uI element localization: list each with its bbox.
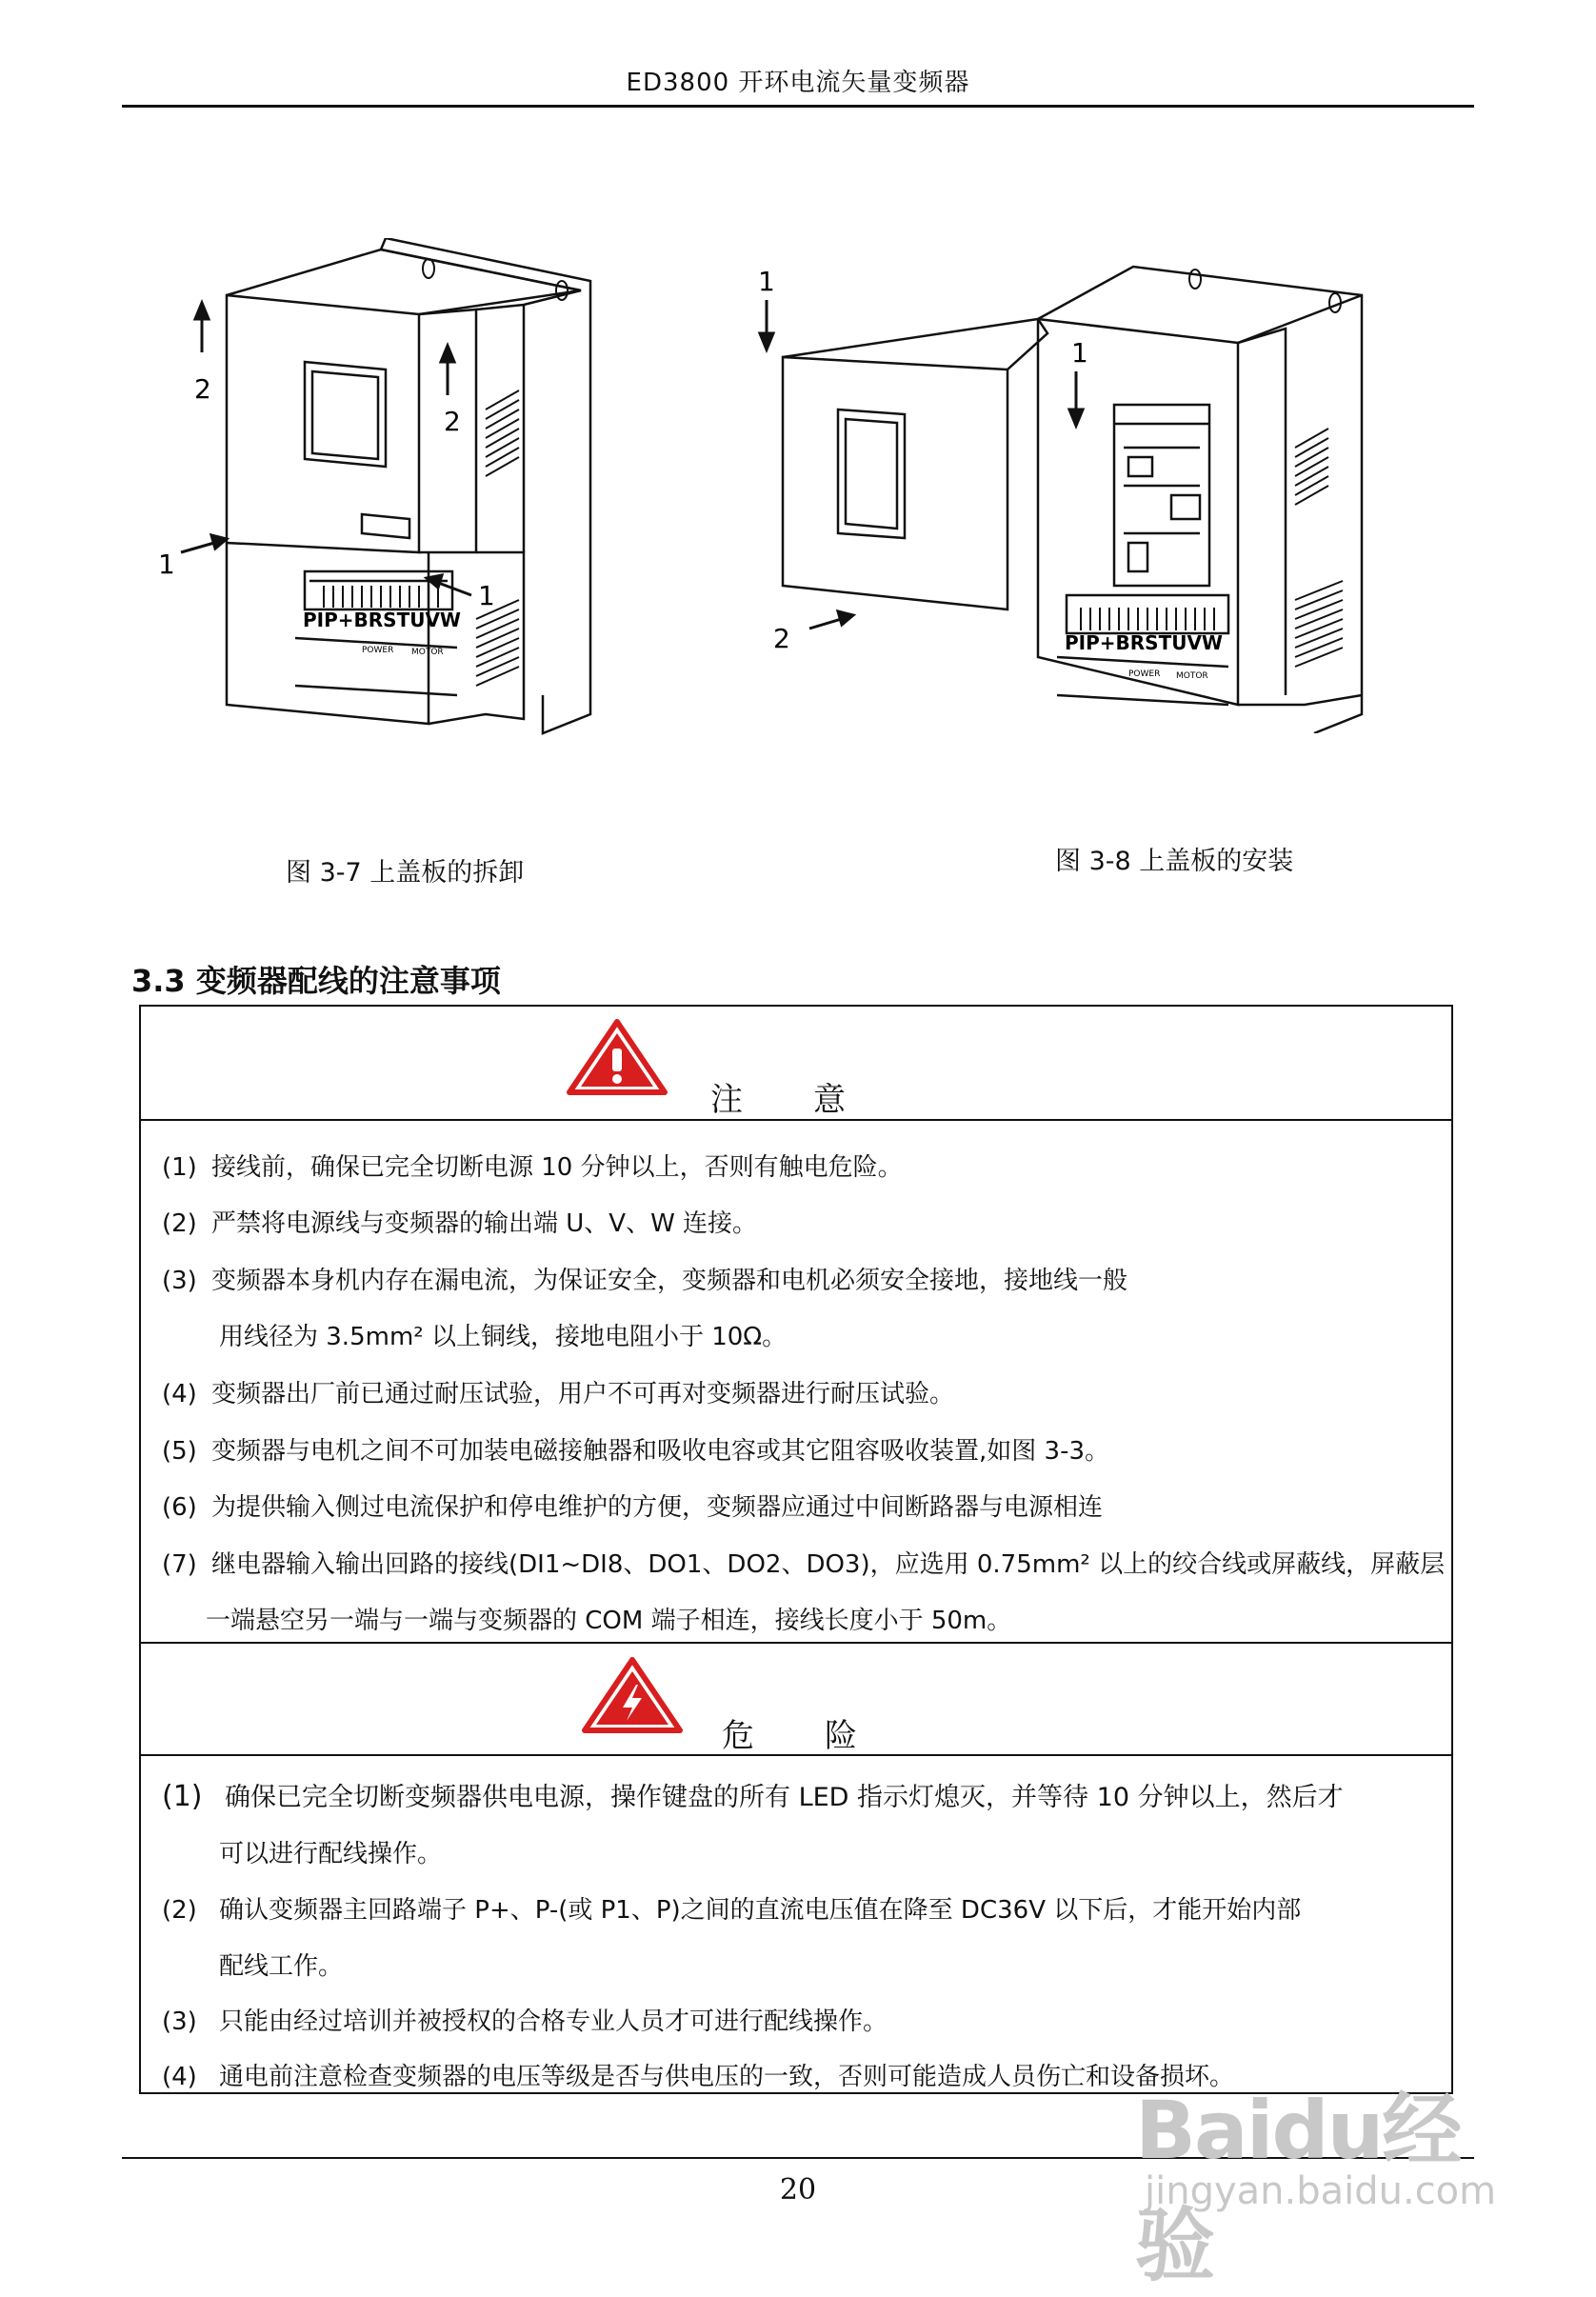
danger-item: [162, 2057, 1234, 2092]
exclamation-triangle-icon: [566, 1018, 668, 1098]
item-number: (2): [162, 1896, 197, 1925]
caution-item-continuation: 用线径为 3.5mm² 以上铜线，接地电阻小于 10Ω。: [219, 1323, 788, 1351]
item-text: 变频器本身机内存在漏电流，为保证安全，变频器和电机必须安全接地，接地线一般: [211, 1267, 1128, 1295]
danger-item: [162, 1776, 1344, 1813]
motor-sub-label: MOTOR: [411, 648, 444, 657]
figure-caption-right: 图 3-8 上盖板的安装: [1055, 847, 1294, 876]
step-label-1b: 1: [1071, 337, 1088, 369]
step-label-1a: 1: [758, 266, 775, 297]
watermark-brand: Baidu经验: [1135, 2084, 1461, 2292]
caution-item: [162, 1488, 1103, 1523]
item-number: (6): [162, 1493, 197, 1522]
danger-header-rule: [141, 1754, 1451, 1756]
item-text: 变频器出厂前已通过耐压试验，用户不可再对变频器进行耐压试验。: [211, 1380, 955, 1408]
item-text: 变频器与电机之间不可加装电磁接触器和吸收电容或其它阻容吸收装置,如图 3-3。: [211, 1437, 1109, 1466]
step-label-1b: 1: [478, 580, 495, 611]
caution-title: 注 意: [710, 1081, 848, 1119]
figure-caption-left: 图 3-7 上盖板的拆卸: [286, 858, 525, 888]
item-text: 只能由经过培训并被授权的合格专业人员才可进行配线操作。: [219, 2007, 888, 2036]
figure-cover-installation: [752, 257, 1400, 733]
caution-item: [162, 1431, 1109, 1467]
caution-item: [162, 1261, 1127, 1296]
item-text: 严禁将电源线与变频器的输出端 U、V、W 连接。: [211, 1209, 758, 1238]
item-number: (3): [162, 2007, 197, 2036]
item-text: 继电器输入输出回路的接线(DI1~DI8、DO1、DO2、DO3)，应选用 0.75mm² 以上的绞合线或屏蔽线，屏蔽层: [211, 1550, 1446, 1579]
danger-item-continuation: 可以进行配线操作。: [219, 1840, 443, 1868]
item-text: 为提供输入侧过电流保护和停电维护的方便，变频器应通过中间断路器与电源相连: [211, 1493, 1104, 1522]
item-text: 确认变频器主回路端子 P+、P-(或 P1、P)之间的直流电压值在降至 DC36V 以下后，才能开始内部: [219, 1896, 1302, 1925]
section-divider: [141, 1642, 1451, 1644]
caution-item: [162, 1204, 757, 1239]
item-number: (5): [162, 1437, 197, 1466]
notice-table: [139, 1005, 1453, 2094]
step-label-1a: 1: [158, 549, 175, 580]
item-number: (1): [162, 1780, 203, 1813]
caution-header-rule: [141, 1119, 1451, 1121]
item-number: (4): [162, 2063, 197, 2091]
lightning-triangle-icon: [581, 1656, 684, 1736]
power-sub-label: POWER: [1128, 669, 1161, 679]
item-number: (2): [162, 1209, 197, 1238]
inverter-drawing-left: [143, 238, 619, 752]
caution-item: [162, 1374, 954, 1409]
danger-item-continuation: 配线工作。: [219, 1952, 344, 1981]
terminal-label-row: PIP+BRSTUVW: [303, 609, 461, 631]
figure-cover-removal: [143, 238, 619, 752]
baidu-jingyan-watermark: [1135, 2067, 1535, 2292]
danger-item: [162, 2002, 888, 2037]
item-number: (3): [162, 1267, 197, 1295]
item-text: 确保已完全切断变频器供电电源，操作键盘的所有 LED 指示灯熄灭，并等待 10 分钟以上，然后才: [225, 1783, 1344, 1812]
caution-item: [162, 1545, 1445, 1580]
danger-item: [162, 1890, 1301, 1926]
step-label-2a: 2: [194, 373, 211, 405]
motor-sub-label: MOTOR: [1176, 671, 1208, 681]
terminal-label-row: PIP+BRSTUVW: [1065, 631, 1223, 654]
item-number: (1): [162, 1153, 197, 1182]
page-header-title: ED3800 开环电流矢量变频器: [626, 69, 970, 97]
power-sub-label: POWER: [362, 646, 394, 655]
item-text: 接线前，确保已完全切断电源 10 分钟以上，否则有触电危险。: [211, 1153, 903, 1182]
caution-item-continuation: 一端悬空另一端与一端与变频器的 COM 端子相连，接线长度小于 50m。: [206, 1607, 1012, 1635]
section-heading: 3.3 变频器配线的注意事项: [131, 963, 501, 999]
header-rule: [122, 105, 1474, 108]
item-number: (4): [162, 1380, 197, 1408]
inverter-drawing-right: [752, 257, 1400, 733]
step-label-2: 2: [773, 623, 790, 654]
item-text: 通电前注意检查变频器的电压等级是否与供电压的一致，否则可能造成人员伤亡和设备损坏。: [219, 2063, 1235, 2091]
page-number: 20: [779, 2173, 817, 2207]
step-label-2b: 2: [444, 406, 461, 437]
caution-item: [162, 1148, 903, 1183]
watermark-url: jingyan.baidu.com: [1145, 2169, 1497, 2213]
item-number: (7): [162, 1550, 197, 1579]
danger-title: 危 险: [722, 1717, 859, 1755]
